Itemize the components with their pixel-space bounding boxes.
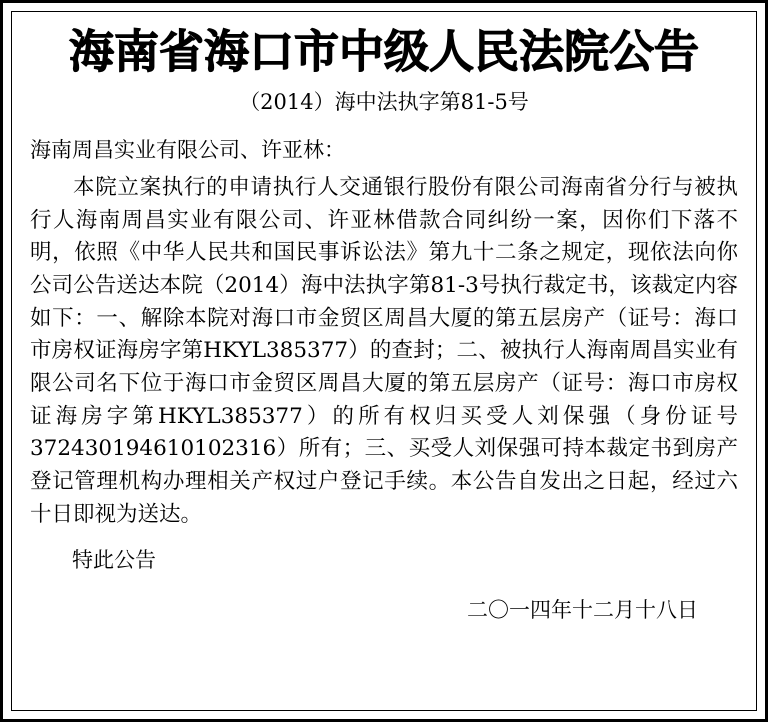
announcement-body: 本院立案执行的申请执行人交通银行股份有限公司海南省分行与被执行人海南周昌实业有限公司、许亚林借款合同纠纷一案，因你们下落不明，依照《中华人民共和国民事诉讼法》第九十二条之规定，现依法向你公司公告送达本院（2014）海中法执字第81-3号执行裁定书，该裁定内容如下：一、解除本院对海口市金贸区周昌大厦的第五层房产（证号：海口市房权证海房字第HKYL385377）的查封；二、被执行人海南周昌实业有限公司名下位于海口市金贸区周昌大厦的第五层房产（证号：海口市房权证海房字第HKYL385377）的所有权归买受人刘保强（身份证号372430194610102316）所有；三、买受人刘保强可持本裁定书到房产登记管理机构办理相关产权过户登记手续。本公告自发出之日起，经过六十日即视为送达。 bbox=[30, 175, 738, 527]
document-number: （2014）海中法执字第81-5号 bbox=[239, 90, 529, 115]
addressee-line: 海南周昌实业有限公司、许亚林： bbox=[30, 137, 345, 162]
page-title: 海南省海口市中级人民法院公告 bbox=[68, 25, 699, 78]
closing-line: 特此公告 bbox=[72, 548, 156, 573]
announcement-inner-border bbox=[11, 11, 757, 711]
issue-date: 二〇一四年十二月十八日 bbox=[467, 597, 698, 622]
